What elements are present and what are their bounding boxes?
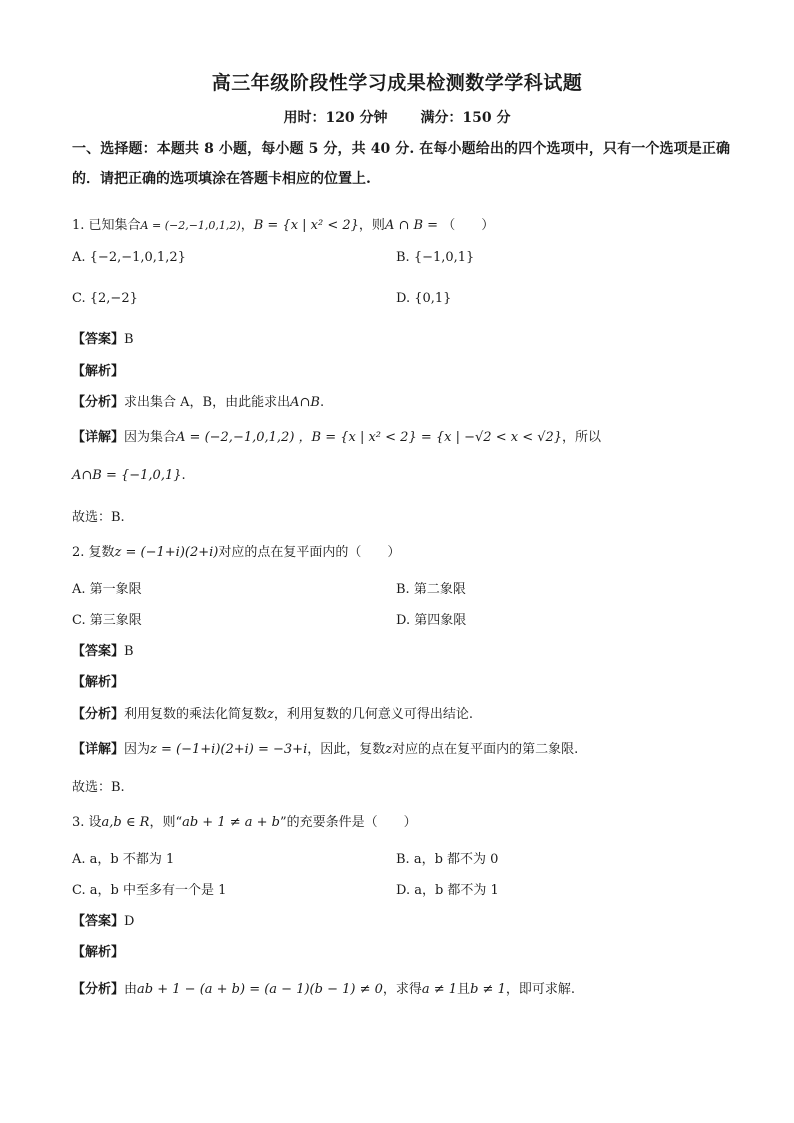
question-2-answer: 【答案】B [72, 644, 134, 659]
question-3-option-b: B. a，b 都不为 0 [396, 852, 499, 867]
set-b: B = {x | x² < 2} [253, 218, 359, 233]
question-1-option-d: D. {0,1} [396, 291, 452, 306]
question-2-fenxi: 【分析】利用复数的乘法化简复数z，利用复数的几何意义可得出结论. [72, 707, 474, 722]
question-2-stem: 2. 复数z = (−1+i)(2+i)对应的点在复平面内的（ ） [72, 545, 401, 560]
question-1-detail: 【详解】因为集合A = (−2,−1,0,1,2) ，B = {x | x² < 2} = {x | −√2 < x < √2}，所以 [72, 430, 602, 445]
question-2-detail: 【详解】因为z = (−1+i)(2+i) = −3+i，因此，复数z对应的点在复平面内的第二象限. [72, 742, 579, 757]
question-1-answer: 【答案】B [72, 332, 134, 347]
question-3-option-d: D. a，b 都不为 1 [396, 883, 499, 898]
question-3-option-c: C. a，b 中至多有一个是 1 [72, 883, 227, 898]
exam-score: 满分：150 分 [420, 110, 511, 126]
question-1-option-b: B. {−1,0,1} [396, 250, 475, 265]
question-3-answer: 【答案】D [72, 914, 135, 929]
page-title: 高三年级阶段性学习成果检测数学学科试题 [211, 72, 583, 94]
question-3-option-a: A. a，b 不都为 1 [72, 852, 175, 867]
section-heading: 一、选择题：本题共 8 小题，每小题 5 分，共 40 分. 在每小题给出的四个选项中，只有一个选项是正确的．请把正确的选项填涂在答题卡相应的位置上. [72, 141, 730, 187]
question-2-option-b: B. 第二象限 [396, 582, 466, 597]
question-2-option-a: A. 第一象限 [72, 582, 142, 597]
question-1-option-c: C. {2,−2} [72, 291, 138, 306]
question-2-analysis-label: 【解析】 [72, 675, 125, 690]
question-2-option-c: C. 第三象限 [72, 613, 142, 628]
question-1-option-a: A. {−2,−1,0,1,2} [72, 250, 186, 265]
question-1-stem: 1. 已知集合A = (−2,−1,0,1,2)，B = {x | x² < 2}，则A ∩ B = （ ） [72, 218, 495, 233]
question-1-fenxi: 【分析】求出集合 A，B，由此能求出A∩B. [72, 395, 325, 410]
exam-time: 用时：120 分钟 [283, 110, 388, 126]
question-3-analysis-label: 【解析】 [72, 945, 125, 960]
question-2-choice: 故选：B. [72, 780, 125, 795]
question-3-fenxi: 【分析】由ab + 1 − (a + b) = (a − 1)(b − 1) ≠ 0，求得a ≠ 1且b ≠ 1，即可求解. [72, 982, 575, 997]
question-2-option-d: D. 第四象限 [396, 613, 467, 628]
question-1-analysis-label: 【解析】 [72, 364, 125, 379]
question-3-stem: 3. 设a,b ∈ R，则“ab + 1 ≠ a + b”的充要条件是（ ） [72, 815, 417, 830]
exam-meta [0, 107, 794, 127]
question-1-choice: 故选：B. [72, 510, 125, 525]
question-1-result: A∩B = {−1,0,1}. [72, 468, 186, 483]
set-a: A = (−2,−1,0,1,2) [140, 219, 241, 232]
